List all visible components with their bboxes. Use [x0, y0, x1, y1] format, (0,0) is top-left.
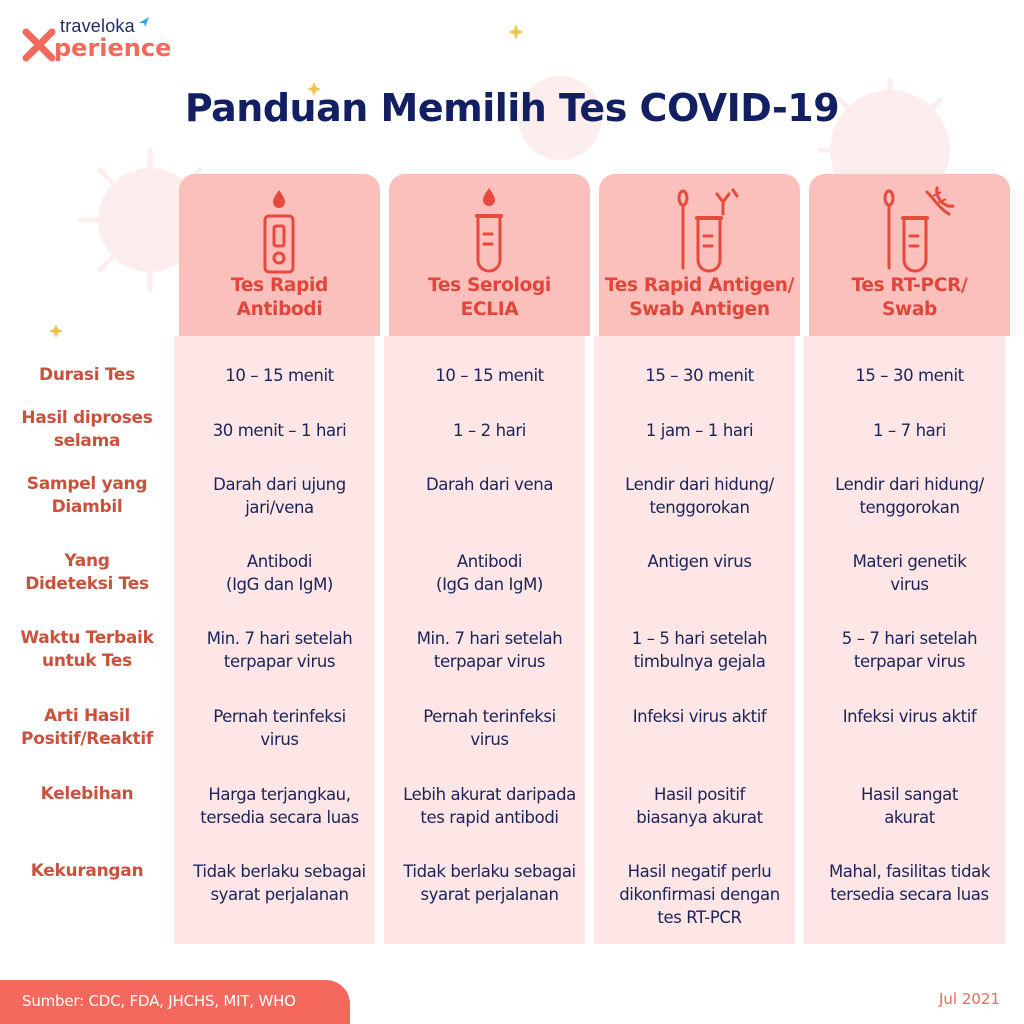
swab-dna-tube-icon	[809, 184, 1010, 276]
rapid-test-cassette-icon	[179, 184, 380, 276]
table-cell: 15 – 30 menit	[855, 366, 964, 385]
table-cell: 10 – 15 menit	[225, 366, 334, 385]
source-banner	[0, 980, 350, 1024]
table-cell: Pernah terinfeksi virus	[213, 707, 346, 749]
table-cell: Harga terjangkau, tersedia secara luas	[200, 785, 359, 827]
traveloka-xperience-logo	[22, 14, 172, 64]
brand-name-bottom: perience	[54, 34, 172, 62]
column-header-label: Tes Rapid Antigen/ Swab Antigen	[604, 275, 795, 320]
table-cell: Min. 7 hari setelah terpapar virus	[206, 629, 353, 671]
blood-test-tube-icon	[389, 184, 590, 276]
table-cell: Tidak berlaku sebagai syarat perjalanan	[403, 862, 576, 904]
table-cell: 1 – 7 hari	[873, 421, 946, 440]
row-label-durasi: Durasi Tes	[39, 365, 135, 385]
table-cell: Darah dari vena	[425, 475, 554, 494]
swab-antigen-tube-icon	[599, 184, 800, 276]
table-cell: Darah dari ujung jari/vena	[213, 475, 346, 517]
column-header-rapid-antigen	[599, 174, 800, 336]
table-cell: Pernah terinfeksi virus	[423, 707, 556, 749]
table-cell: 30 menit – 1 hari	[212, 421, 347, 440]
column-header-label: Tes Rapid Antibodi	[230, 275, 329, 320]
table-cell: Hasil negatif perlu dikonfirmasi dengan tes RT-PCR	[619, 862, 780, 927]
column-header-rapid-antibodi	[179, 174, 380, 336]
table-cell: Infeksi virus aktif	[632, 707, 767, 726]
table-cell: Lendir dari hidung/ tenggorokan	[835, 475, 984, 517]
table-cell: Mahal, fasilitas tidak tersedia secara luas	[828, 862, 991, 904]
table-cell: 5 – 7 hari setelah terpapar virus	[841, 629, 978, 671]
column-header-serologi-eclia	[389, 174, 590, 336]
table-cell: Lendir dari hidung/ tenggorokan	[625, 475, 774, 517]
table-cell: 1 – 2 hari	[453, 421, 526, 440]
table-cell: Hasil sangat akurat	[861, 785, 958, 827]
column-header-label: Tes Serologi ECLIA	[428, 275, 551, 320]
source-text: Sumber: CDC, FDA, JHCHS, MIT, WHO	[22, 992, 296, 1010]
column-header-rt-pcr	[809, 174, 1010, 336]
table-cell: 1 jam – 1 hari	[645, 421, 754, 440]
table-cell: Hasil positif biasanya akurat	[636, 785, 763, 827]
table-cell: Lebih akurat daripada tes rapid antibodi	[403, 785, 576, 827]
row-label-dideteksi: Yang Dideteksi Tes	[25, 551, 149, 594]
table-cell: 1 – 5 hari setelah timbulnya gejala	[631, 629, 768, 671]
column-header-label: Tes RT-PCR/ Swab	[851, 275, 968, 320]
traveloka-bird-icon	[138, 16, 150, 28]
row-label-sampel: Sampel yang Diambil	[26, 474, 148, 517]
publish-date: Jul 2021	[938, 990, 1000, 1008]
table-cell: Antibodi (IgG dan IgM)	[226, 552, 333, 594]
row-label-arti-hasil: Arti Hasil Positif/Reaktif	[21, 706, 153, 749]
page-title: Panduan Memilih Tes COVID-19	[184, 86, 840, 130]
table-cell: Antibodi (IgG dan IgM)	[436, 552, 543, 594]
row-label-hasil-diproses: Hasil diproses selama	[21, 408, 153, 451]
table-cell: Tidak berlaku sebagai syarat perjalanan	[193, 862, 366, 904]
row-label-waktu-terbaik: Waktu Terbaik untuk Tes	[20, 628, 154, 671]
table-cell: 10 – 15 menit	[435, 366, 544, 385]
brand-name-top: traveloka	[60, 16, 135, 36]
row-label-kelebihan: Kelebihan	[40, 784, 134, 804]
table-cell: 15 – 30 menit	[645, 366, 754, 385]
table-cell: Min. 7 hari setelah terpapar virus	[416, 629, 563, 671]
xperience-x-logo-icon	[22, 28, 56, 62]
table-cell: Infeksi virus aktif	[842, 707, 977, 726]
table-cell: Materi genetik virus	[852, 552, 967, 594]
table-cell: Antigen virus	[647, 552, 752, 571]
row-label-kekurangan: Kekurangan	[30, 861, 144, 881]
